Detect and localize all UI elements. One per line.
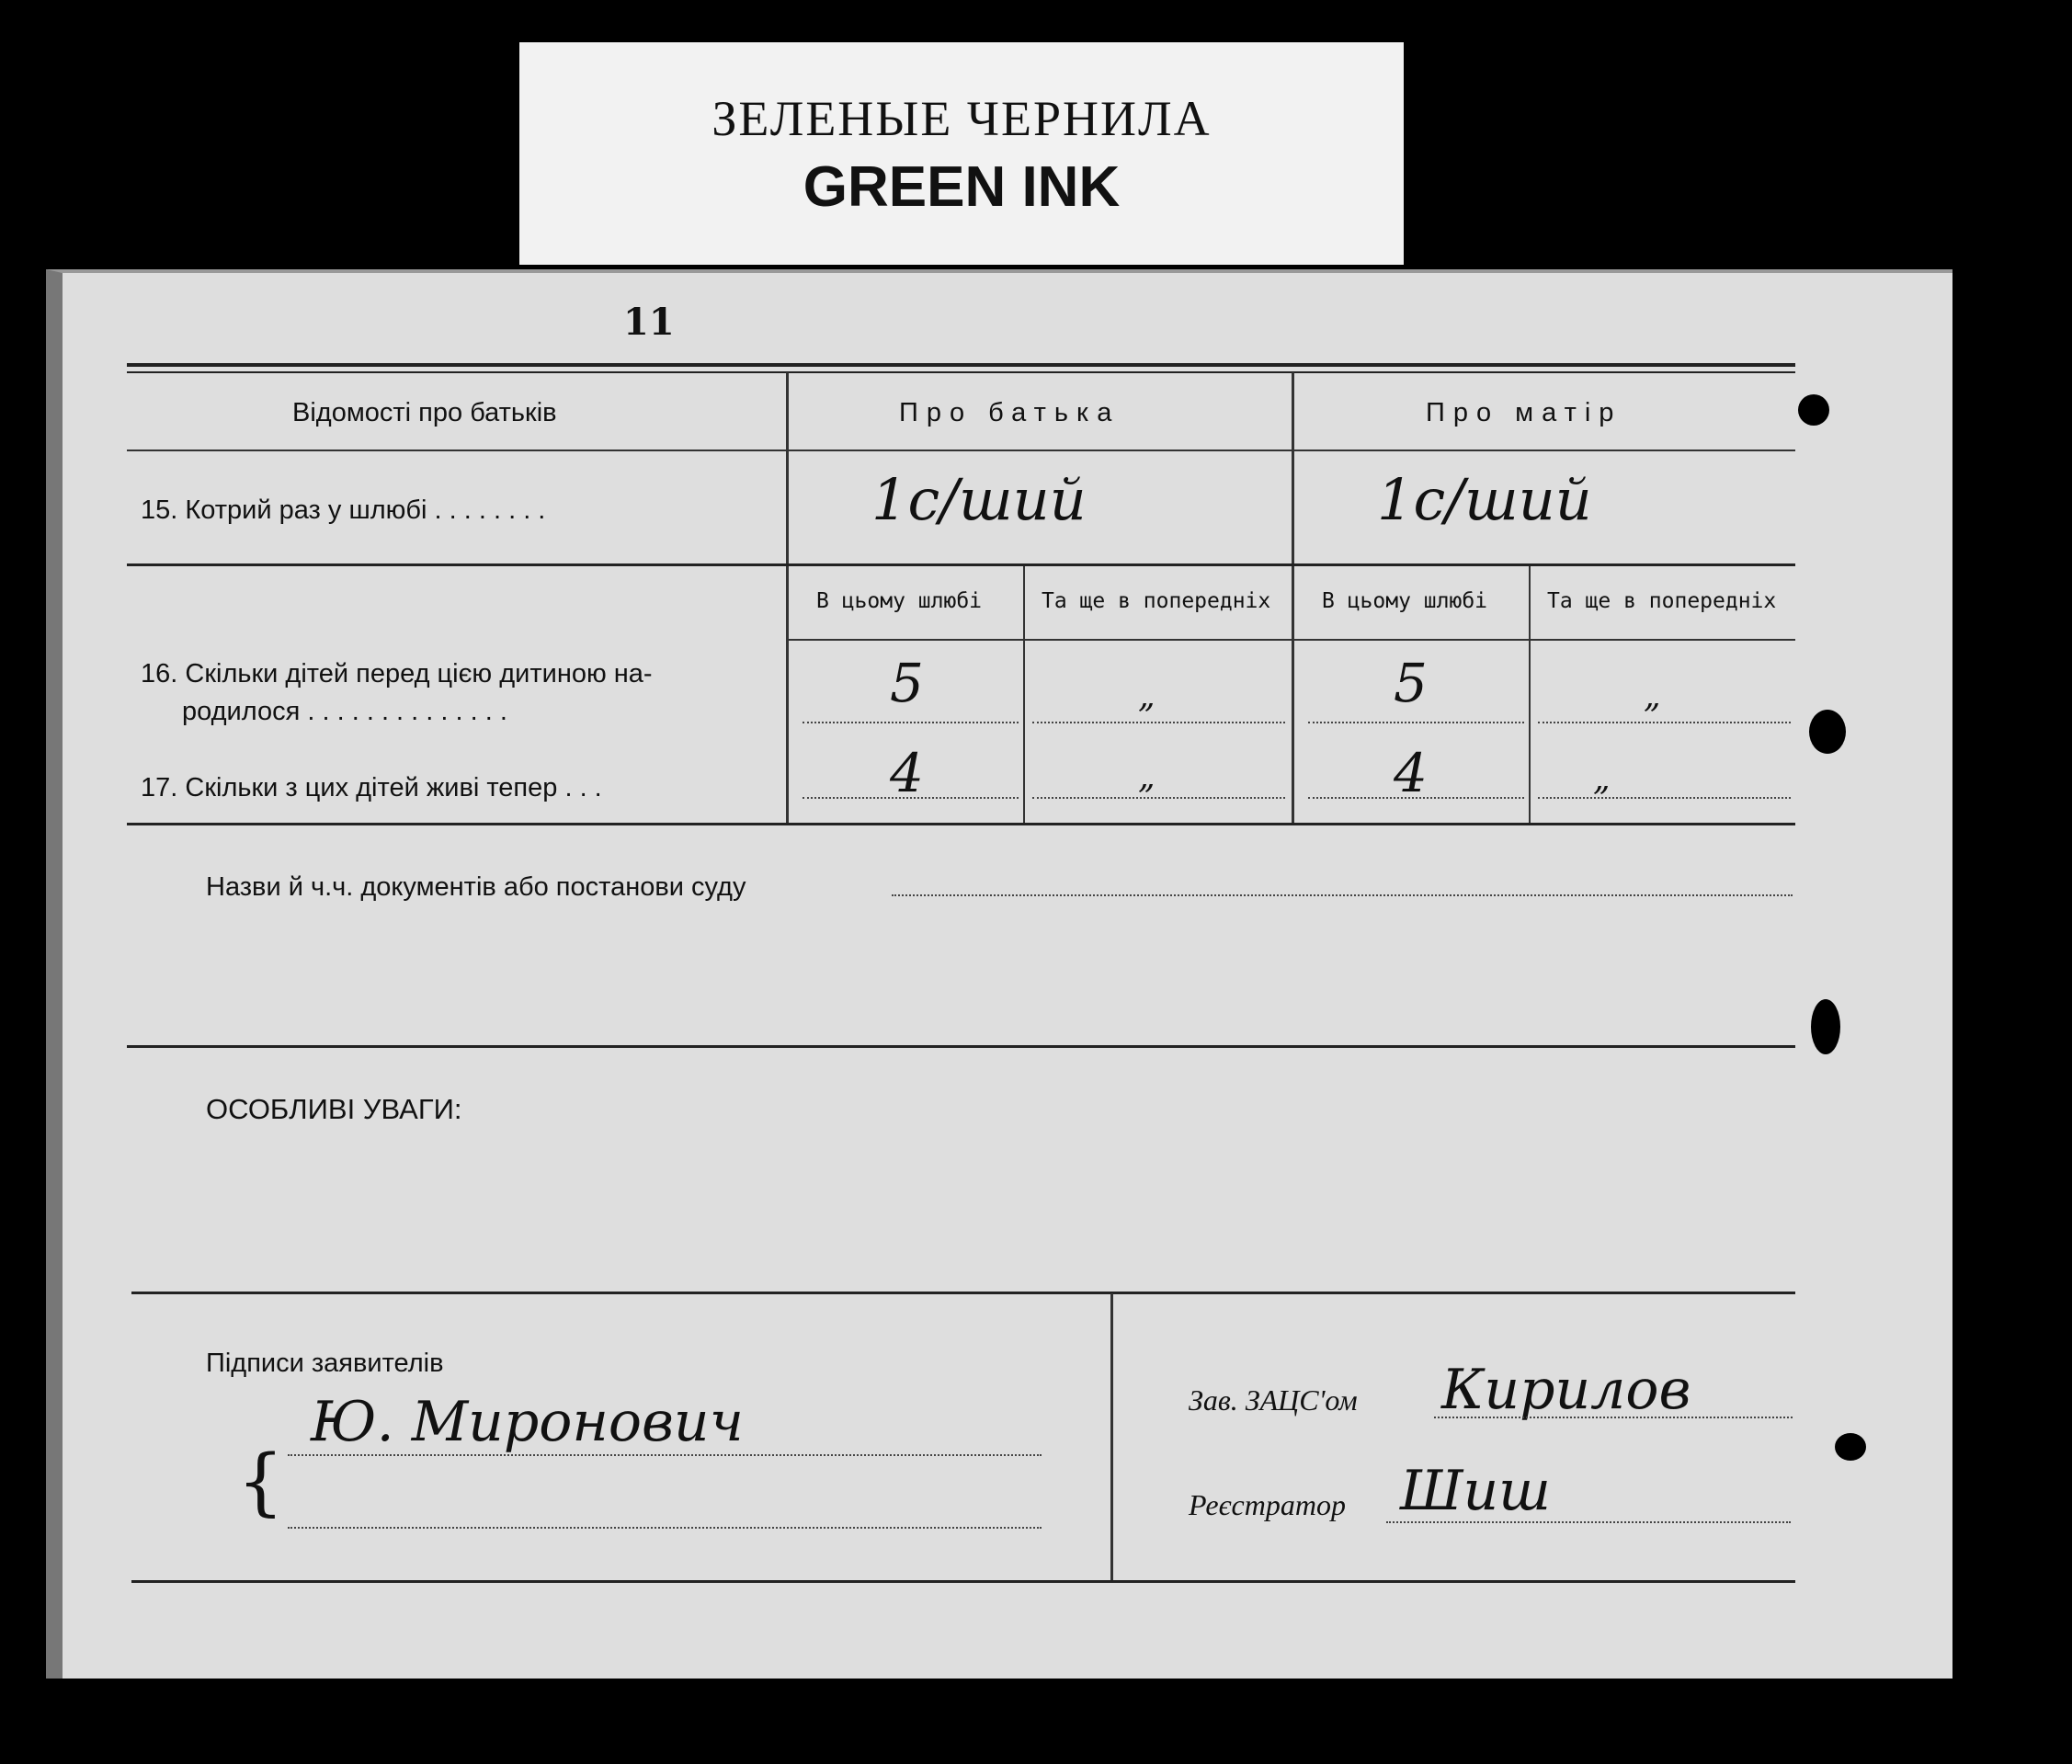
signature-column-divider — [1110, 1293, 1113, 1580]
brace-glyph: { — [237, 1439, 284, 1524]
row15-divider — [127, 563, 1795, 566]
binding-hole — [1798, 394, 1829, 426]
subheader-father-this: В цьому шлюбі — [816, 589, 983, 613]
row17-mother-prev-line — [1538, 797, 1791, 799]
subheader-mother-this: В цьому шлюбі — [1322, 589, 1488, 613]
applicant-line-2 — [288, 1527, 1042, 1529]
row17-mother-prev: „ — [1593, 760, 1611, 798]
column-divider-father-sub — [1023, 565, 1025, 823]
row17-father-prev-line — [1032, 797, 1285, 799]
header-father: Про батька — [899, 398, 1121, 427]
registrar-signature-line — [1386, 1521, 1791, 1523]
row16-label-line1: 16. Скільки дітей перед цією дитиною на- — [141, 659, 653, 689]
row16-label-line2: родилося . . . . . . . . . . . . . . — [182, 697, 507, 726]
binding-hole — [1811, 999, 1840, 1054]
header-mother: Про матір — [1426, 398, 1622, 427]
special-notes-label: ОСОБЛИВІ УВАГИ: — [206, 1093, 462, 1125]
row16-mother-this-line — [1308, 722, 1524, 723]
head-signature: Кирилов — [1441, 1358, 1691, 1422]
column-divider-2 — [1292, 372, 1294, 823]
form-sheet — [46, 269, 1952, 1679]
label-english: GREEN INK — [803, 155, 1121, 219]
row16-mother-prev: „ — [1644, 677, 1661, 715]
archive-label-card — [519, 42, 1404, 265]
form-bottom-border — [131, 1580, 1795, 1583]
row15-father-value: 1с/ший — [871, 466, 1087, 533]
binding-hole — [1809, 710, 1846, 754]
top-border-inner — [127, 371, 1795, 373]
row17-father-prev: „ — [1138, 758, 1156, 796]
row17-mother-this-line — [1308, 797, 1524, 799]
documents-bottom-border — [127, 1045, 1795, 1048]
row17-father-this: 4 — [890, 742, 924, 804]
row16-father-this: 5 — [890, 652, 924, 714]
applicant-signature: Ю. Миронович — [311, 1390, 744, 1454]
applicants-label: Підписи заявителів — [206, 1349, 444, 1378]
notes-bottom-border — [131, 1292, 1795, 1294]
subheader-father-prev: Та ще в попередніх — [1042, 589, 1271, 613]
row17-father-this-line — [803, 797, 1019, 799]
row16-mother-prev-line — [1538, 722, 1791, 723]
head-label: Зав. ЗАЦС'ом — [1189, 1383, 1358, 1417]
row16-father-prev-line — [1032, 722, 1285, 723]
table-bottom-border — [127, 823, 1795, 825]
top-border — [127, 363, 1795, 367]
subheader-divider — [786, 639, 1795, 641]
label-russian: ЗЕЛЕНЫЕ ЧЕРНИЛА — [712, 91, 1212, 146]
column-divider-mother-sub — [1529, 565, 1531, 823]
header-column-label: Відомості про батьків — [292, 398, 557, 427]
applicant-line-1 — [288, 1454, 1042, 1456]
documents-label: Назви й ч.ч. документів або постанови суду — [206, 872, 746, 902]
row16-mother-this: 5 — [1394, 652, 1428, 714]
row15-mother-value: 1с/ший — [1377, 466, 1592, 533]
subheader-mother-prev: Та ще в попередніх — [1547, 589, 1777, 613]
header-divider — [127, 450, 1795, 451]
column-divider-1 — [786, 372, 789, 823]
row16-father-this-line — [803, 722, 1019, 723]
row17-mother-this: 4 — [1394, 742, 1428, 804]
registrar-signature: Шиш — [1400, 1459, 1551, 1523]
page-number: 11 — [623, 301, 675, 344]
row15-label: 15. Котрий раз у шлюбі . . . . . . . . — [141, 495, 546, 525]
row16-father-prev: „ — [1138, 677, 1156, 715]
registrar-label: Реєстратор — [1189, 1488, 1346, 1521]
documents-line — [892, 894, 1793, 896]
head-signature-line — [1434, 1417, 1793, 1418]
binding-hole — [1835, 1433, 1866, 1461]
row17-label: 17. Скільки з цих дітей живі тепер . . . — [141, 773, 602, 802]
